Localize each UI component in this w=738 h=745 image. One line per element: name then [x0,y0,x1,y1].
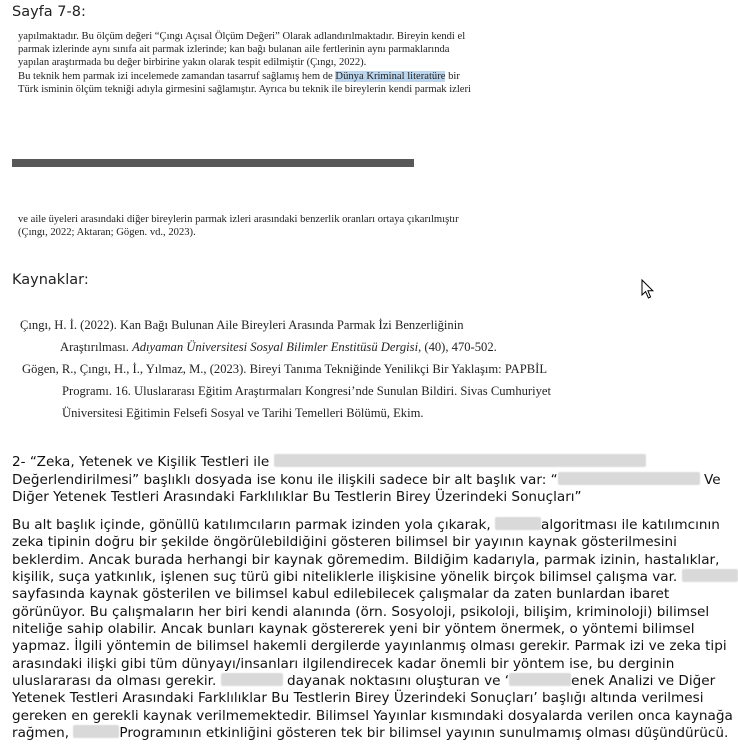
paragraph-line: yapmaz. İlgili yöntemin de bilimsel hakemli dergilerde yayınlanmış olması gerekir. Parmak izi ve zeka tipi [12,638,727,654]
paragraph-line: zeka tipinin doğru bir şekilde öngörülebildiğini gösteren bilimsel bir yayının kaynak gösterilmesini [12,534,677,550]
excerpt-bottom [18,213,459,239]
reference-part: (40), 470-502. [421,340,497,354]
paragraph-line: gereken en gerekli kaynak verilmemektedir. Bilimsel Yayınlar kısmındaki dosyalarda verilen onca kaynağa [12,708,733,724]
redacted-text [509,673,571,686]
journal-name: Adıyaman Üniversitesi Sosyal Bilimler Enstitüsü Dergisi, [132,340,422,354]
item2-text: Ve [703,472,721,488]
paragraph-text: dayanak noktasını oluşturan ve ‘ [286,673,510,689]
reference-line [20,336,497,358]
excerpt-line: yapılmaktadır. Bu ölçüm değeri “Çıngı Açısal Ölçüm Değeri” Olarak adlandırılmaktadır. Bireyin kendi el [18,31,466,42]
item2-line [12,454,646,470]
redacted-text [495,517,541,530]
redacted-text [274,454,646,467]
excerpt-line: Türk isminin ölçüm tekniği adıyla girmesini sağlamıştır. Ayrıca bu teknik ile bireylerin kendi parmak izleri [18,83,471,95]
paragraph-line [12,517,720,533]
redacted-text [73,725,119,738]
item2-text: Değerlendirilmesi” başlıklı dosyada ise konu ile ilişkili sadece bir alt başlık var: “ [12,472,558,488]
mouse-pointer-icon [641,279,655,301]
redacted-text [558,472,700,485]
excerpt-line-part: Bu teknik hem parmak izi incelemede zamandan tasarruf sağlamış hem de [18,70,333,82]
excerpt-line: ve aile üyeleri arasındaki diğer bireylerin parmak izleri arasındaki benzerlik oranları ortaya çıkarılmıştır [18,214,459,225]
image-crop-divider [12,159,414,167]
page-header: Sayfa 7-8: [12,4,86,20]
reference-line: Çıngı, H. İ. (2022). Kan Bağı Bulunan Aile Bireyleri Arasında Parmak İzi Benzerliğinin [20,318,464,332]
paragraph-text: algoritması ile katılımcının [541,517,720,533]
paragraph-line [12,725,728,741]
reference-part: Araştırılması. [60,340,133,354]
reference-line: Programı. 16. Uluslararası Eğitim Araştırmaları Kongresi’nde Sunulan Bildiri. Sivas Cumhuriyet [62,384,551,398]
paragraph-text: kişilik, suça yatkınlık, işlenen suç türü gibi niteliklerle ilişkisine yönelik birçok bilimsel çalışma var. [12,569,678,585]
references-title: Kaynaklar: [12,272,89,288]
excerpt-line-part: bir [445,70,460,82]
paragraph-line: Yetenek Testleri Arasındaki Farklılıklar Bu Testlerin Birey Üzerindeki Sonuçları’ başlığı altında verilmesi [12,690,704,706]
item2-line: Diğer Yetenek Testleri Arasındaki Farklılıklar Bu Testlerin Birey Üzerindeki Sonuçları” [12,489,582,505]
paragraph-text: Bu alt başlık içinde, gönüllü katılımcıların parmak izinden yola çıkarak, [12,517,491,533]
paragraph-line: görünüyor. Bu çalışmaların her biri kendi alanında (örn. Sosyoloji, psikoloji, bilişim, kriminoloji) bilimsel [12,604,710,620]
excerpt-line: (Çıngı, 2022; Aktaran; Gögen. vd., 2023). [18,227,196,239]
paragraph-text: enek Analizi ve Diğer [571,673,716,689]
reference-item [20,314,497,358]
paragraph-line: sayfasında kaynak gösterilen ve bilimsel kabul edilebilecek çalışmalar da zaten bunlardan ibaret [12,586,670,602]
reference-line: Gögen, R., Çıngı, H., İ., Yılmaz, M., (2023). Bireyi Tanıma Tekniğinde Yenilikçi Bir Yaklaşım: PAPBİL [22,362,548,376]
item2-text: 2- “Zeka, Yetenek ve Kişilik Testleri ile [12,454,270,470]
paragraph-line [12,673,715,689]
redacted-text [221,673,283,686]
excerpt-line: parmak izlerinde aynı sınıfa ait parmak izlerinde; kan bağı bulanan aile fertlerinin aynı parmaklarında [18,44,450,56]
paragraph-text: Programının etkinliğini gösteren tek bir bilimsel yayının sunulmamış olması düşündürücü. [119,725,729,741]
excerpt-line [18,70,471,83]
excerpt-line: yapılan araştırmada bu değer birbirine yakın olarak tespit edilmiştir (Çıngı, 2022). [18,57,367,69]
paragraph-line: niteliğe sahip olabilir. Ancak bunları kaynak göstererek yeni bir yöntem önermek, o yöntemi bilimsel [12,621,695,637]
paragraph-text: rağmen, [12,725,70,741]
paragraph-text: uluslararası da olması gerekir. [12,673,217,689]
paragraph-line: beklerdim. Ancak burada herhangi bir kaynak göremedim. Bildiğim kadarıyla, parmak izinin, hastalıklar, [12,552,720,568]
highlighted-text: Dünya Kriminal literatüre [335,70,446,82]
reference-item [22,358,551,424]
paragraph-line [12,569,738,585]
excerpt-top [18,30,471,96]
reference-line: Üniversitesi Eğitimin Felsefi Sosyal ve Tarihi Temelleri Bölümü, Ekim. [62,406,424,420]
redacted-text [682,569,738,582]
paragraph-line: arasındaki ilişki gibi tüm dünyayı/insanları ilgilendirecek kadar önemli bir yöntem ise, bu derginin [12,656,675,672]
item2-line [12,472,721,488]
